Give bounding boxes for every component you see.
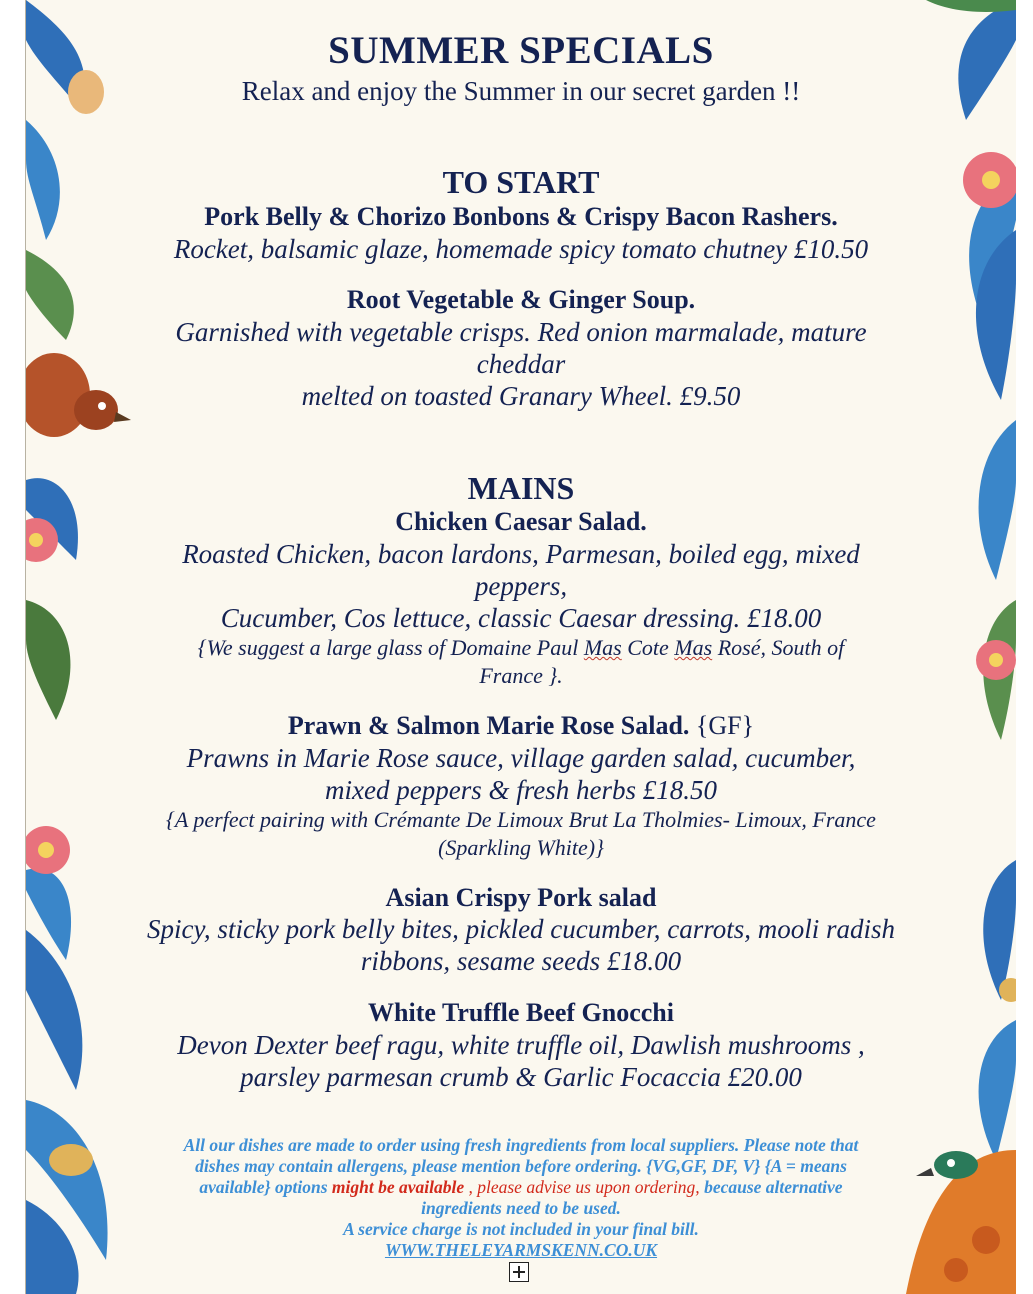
dish-name (26, 711, 1016, 741)
description-line: Spicy, sticky pork belly bites, pickled cucumber, carrots, mooli radish (146, 914, 896, 944)
section-heading-mains: MAINS (467, 470, 575, 506)
description-line: Cucumber, Cos lettuce, classic Caesar dressing. £18.00 (220, 603, 822, 633)
notice-highlight: , please advise us upon ordering, (464, 1177, 700, 1197)
description-line: Prawns in Marie Rose sauce, village garden salad, cucumber, (186, 743, 856, 773)
service-charge-note: A service charge is not included in your final bill. (343, 1219, 699, 1239)
description-line: parsley parmesan crumb & Garlic Focaccia £20.00 (240, 1062, 802, 1092)
description-line: peppers, (474, 571, 568, 601)
description-line: ribbons, sesame seeds £18.00 (360, 946, 682, 976)
description-line: Garnished with vegetable crisps. Red onion marmalade, mature (175, 317, 867, 347)
menu-title: SUMMER SPECIALS (328, 29, 714, 72)
dish-name: Root Vegetable & Ginger Soup. (346, 285, 696, 314)
spellcheck-word: Mas (583, 635, 622, 660)
dish-description: Rocket, balsamic glaze, homemade spicy tomato chutney £10.50 (173, 234, 869, 264)
allergen-notice (126, 1135, 916, 1261)
dish-name: Chicken Caesar Salad. (395, 507, 647, 536)
notice-line: dishes may contain allergens, please mention before ordering. {VG,GF, DF, V} {A = means (195, 1156, 847, 1176)
spellcheck-word: Mas (674, 635, 713, 660)
wine-line (106, 634, 936, 662)
notice-line: All our dishes are made to order using fresh ingredients from local suppliers. Please note that (183, 1135, 859, 1155)
wine-text: Cote (621, 635, 675, 660)
dish-description (86, 913, 956, 977)
section-heading-starters: TO START (442, 164, 600, 200)
description-line: melted on toasted Granary Wheel. £9.50 (301, 381, 741, 411)
dish-name: Pork Belly & Chorizo Bonbons & Crispy Bacon Rashers. (204, 202, 838, 231)
wine-suggestion (106, 634, 936, 690)
description-line: mixed peppers & fresh herbs £18.50 (325, 775, 717, 805)
wine-text: Rosé, South of (712, 635, 845, 660)
dietary-tag: {GF} (695, 711, 755, 740)
website-link[interactable]: WWW.THELEYARMSKENN.CO.UK (384, 1240, 658, 1260)
wine-suggestion (96, 806, 946, 862)
notice-text: because alternative (699, 1177, 843, 1197)
notice-text: available} options (199, 1177, 332, 1197)
wine-line: France }. (479, 663, 563, 688)
dish-description (106, 316, 936, 412)
wine-line: (Sparkling White)} (438, 835, 604, 860)
description-line: cheddar (476, 349, 566, 379)
wine-text: {We suggest a large glass of Domaine Paul (197, 635, 584, 660)
dish-description (106, 742, 936, 806)
description-line: Roasted Chicken, bacon lardons, Parmesan, boiled egg, mixed (182, 539, 860, 569)
menu-subtitle: Relax and enjoy the Summer in our secret garden !! (241, 76, 801, 106)
dish-description (106, 1029, 936, 1093)
description-line: Devon Dexter beef ragu, white truffle oil, Dawlish mushrooms , (177, 1030, 865, 1060)
plus-square-icon[interactable] (509, 1262, 529, 1282)
dish-name: White Truffle Beef Gnocchi (368, 998, 674, 1027)
notice-line (126, 1177, 916, 1198)
dish-title: Prawn & Salmon Marie Rose Salad. (287, 711, 690, 740)
menu-page (25, 0, 1016, 1294)
notice-line: ingredients need to be used. (421, 1198, 621, 1218)
wine-line: {A perfect pairing with Crémante De Limoux Brut La Tholmies- Limoux, France (166, 807, 876, 832)
notice-highlight: might be available (331, 1177, 465, 1197)
dish-name: Asian Crispy Pork salad (385, 883, 657, 912)
dish-description (106, 538, 936, 634)
